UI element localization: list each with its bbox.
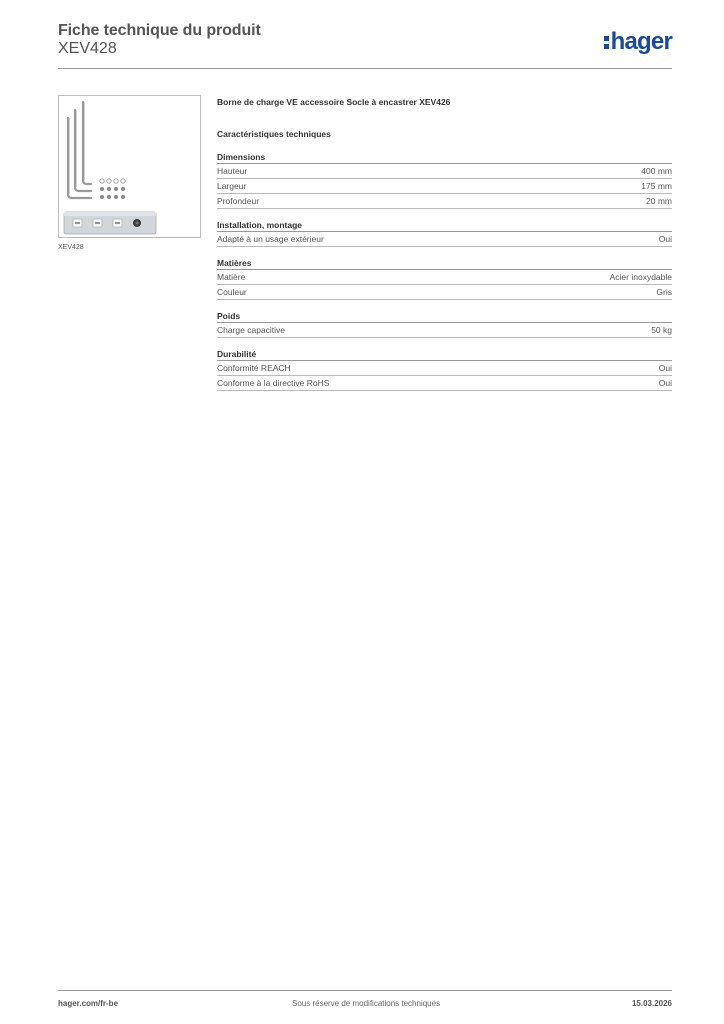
product-name: Borne de charge VE accessoire Socle à encastrer XEV426 [217, 97, 451, 107]
spec-section-materials [217, 257, 672, 300]
spec-label: Adapté à un usage extérieur [217, 234, 324, 244]
spec-row [217, 361, 672, 376]
logo-colon-icon [604, 30, 609, 54]
spec-row [217, 194, 672, 209]
spec-value: Oui [658, 378, 672, 388]
spec-value: Oui [658, 363, 672, 373]
spec-row [217, 179, 672, 194]
spec-section-sustainability [217, 348, 672, 391]
spec-value: 400 mm [641, 166, 672, 176]
spec-row [217, 376, 672, 391]
spec-value: 175 mm [641, 181, 672, 191]
logo-text: hager [610, 28, 672, 55]
spec-value: 20 mm [646, 196, 672, 206]
product-image-caption: XEV428 [58, 244, 84, 251]
spec-label: Hauteur [217, 166, 248, 176]
product-illustration-icon [59, 96, 200, 237]
specs-heading: Caractéristiques techniques [217, 129, 331, 139]
spec-section-dimensions [217, 151, 672, 209]
spec-value: 50 kg [651, 325, 672, 335]
spec-label: Charge capacitive [217, 325, 286, 335]
spec-value: Gris [656, 287, 672, 297]
spec-section-weight [217, 310, 672, 338]
footer-disclaimer: Sous réserve de modifications techniques [292, 999, 441, 1008]
product-image [58, 95, 201, 238]
section-title: Dimensions [217, 151, 672, 164]
footer-divider [58, 990, 672, 991]
section-title: Matières [217, 257, 672, 270]
spec-value: Oui [658, 234, 672, 244]
product-details [217, 95, 672, 391]
footer-date: 15.03.2026 [631, 999, 672, 1008]
spec-row [217, 232, 672, 247]
header-divider [58, 68, 672, 69]
section-title: Poids [217, 310, 672, 323]
spec-row [217, 164, 672, 179]
document-title: Fiche technique du produit [58, 22, 261, 39]
spec-value: Acier inoxydable [609, 272, 672, 282]
hager-logo [604, 30, 672, 54]
spec-section-installation [217, 219, 672, 247]
spec-row [217, 285, 672, 300]
page-header [58, 20, 672, 70]
spec-row [217, 270, 672, 285]
spec-label: Matière [217, 272, 246, 282]
spec-label: Largeur [217, 181, 247, 191]
product-reference: XEV428 [58, 40, 117, 57]
footer-website-link[interactable]: hager.com/fr-be [58, 999, 119, 1008]
section-title: Installation, montage [217, 219, 672, 232]
spec-label: Conformité REACH [217, 363, 291, 373]
spec-label: Couleur [217, 287, 247, 297]
spec-row [217, 323, 672, 338]
spec-label: Profondeur [217, 196, 260, 206]
section-title: Durabilité [217, 348, 672, 361]
spec-label: Conforme à la directive RoHS [217, 378, 330, 388]
